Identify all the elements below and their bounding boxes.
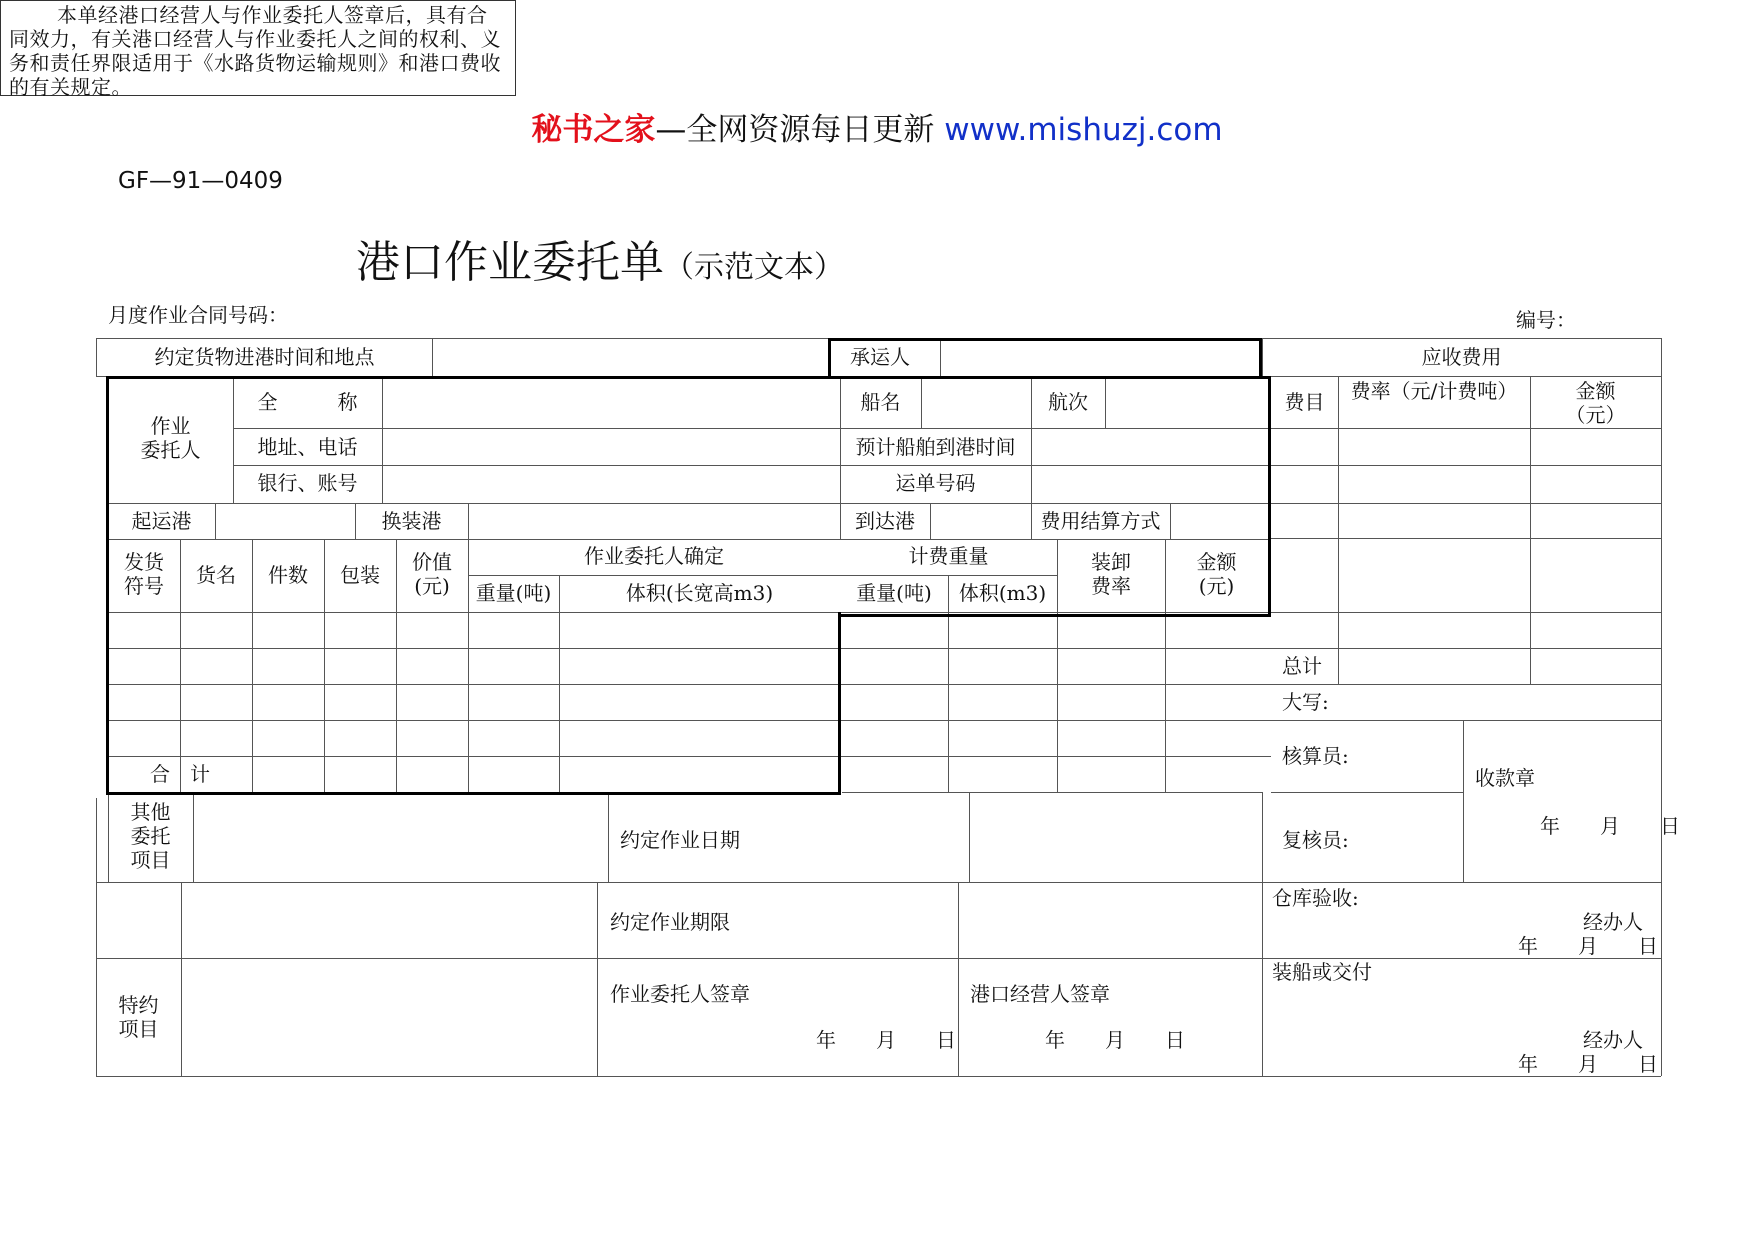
settlement-label: 费用结算方式 (1040, 509, 1161, 533)
monthly-contract-label: 月度作业合同号码： (108, 303, 288, 327)
ship-name-label: 船名 (860, 390, 901, 414)
fee-item-label: 费目 (1284, 390, 1325, 414)
address-phone-label: 地址、电话 (257, 435, 358, 459)
legal-notice: 本单经港口经营人与作业委托人签章后，具有合同效力，有关港口经营人与作业委托人之间的权利、义务和责任界限适用于《水路货物运输规则》和港口费收的有关规定。 (0, 0, 516, 96)
receivable-fees-label: 应收费用 (1421, 345, 1502, 369)
agreed-period-label: 约定作业期限 (610, 910, 730, 934)
agreed-time-place-label: 约定货物进港时间和地点 (154, 345, 375, 369)
voyage-label: 航次 (1048, 390, 1088, 414)
other-items-label: 其他 委托 项目 (130, 800, 171, 872)
title-sub: （示范文本） (664, 250, 844, 285)
capital-label: 大写: (1282, 690, 1329, 714)
charge-weight-label: 计费重量 (908, 544, 989, 568)
site-banner (0, 104, 1754, 149)
waybill-no-label: 运单号码 (895, 471, 976, 495)
warehouse-handler-label: 经办人 (1583, 910, 1643, 934)
subtotal-label: 合 计 (150, 762, 210, 786)
serial-label: 编号： (1516, 308, 1576, 332)
consignor-sign-date: 年 月 日 (816, 1028, 956, 1052)
consignor-label: 作业 委托人 (140, 414, 201, 462)
receipt-date: 年 月 日 (1540, 814, 1680, 838)
consignor-sign-label: 作业委托人签章 (610, 982, 750, 1006)
goods-name-label: 货名 (196, 563, 236, 587)
delivery-date: 年 月 日 (1518, 1052, 1658, 1076)
special-items-label: 特约 项目 (118, 993, 159, 1041)
receipt-seal-label: 收款章 (1475, 766, 1535, 790)
value-label: 价值 (元) (412, 550, 452, 598)
amount2-label: 金额 (元) (1196, 550, 1237, 598)
form-code: GF—91—0409 (118, 168, 283, 194)
title-main: 港口作业委托单 (356, 237, 664, 288)
weight-ton2-label: 重量(吨) (856, 581, 932, 605)
amount-label: 金额 （元） (1565, 379, 1626, 427)
consignor-confirm-label: 作业委托人确定 (584, 544, 724, 568)
banner-tagline: —全网资源每日更新 (655, 112, 935, 148)
transfer-port-label: 换装港 (381, 509, 442, 533)
fee-rate-label: 费率（元/计费吨） (1350, 379, 1518, 403)
volume2-label: 体积(m3) (958, 581, 1047, 605)
departure-port-label: 起运港 (131, 509, 192, 533)
agreed-date-label: 约定作业日期 (620, 828, 740, 852)
operator-sign-date: 年 月 日 (1045, 1028, 1185, 1052)
pieces-label: 件数 (268, 563, 308, 587)
arrival-port-label: 到达港 (855, 509, 915, 533)
operator-sign-label: 港口经营人签章 (970, 982, 1110, 1006)
handling-rate-label: 装卸 费率 (1091, 550, 1131, 598)
packing-label: 包装 (340, 563, 380, 587)
full-name-label: 全 称 (257, 390, 358, 414)
loading-delivery-label: 装船或交付 (1272, 960, 1372, 984)
reviewer-label: 复核员: (1282, 828, 1349, 852)
banner-brand: 秘书之家 (531, 112, 656, 148)
warehouse-check-label: 仓库验收: (1272, 886, 1359, 910)
carrier-label: 承运人 (850, 345, 910, 369)
eta-label: 预计船舶到港时间 (855, 435, 1016, 459)
weight-ton-label: 重量(吨) (475, 581, 552, 605)
page-title (356, 226, 844, 290)
volume-label: 体积(长宽高m3) (625, 581, 774, 605)
accountant-label: 核算员: (1282, 744, 1349, 768)
shipping-mark-label: 发货 符号 (124, 550, 164, 598)
delivery-handler-label: 经办人 (1583, 1028, 1643, 1052)
bank-account-label: 银行、账号 (257, 471, 358, 495)
banner-url[interactable]: www.mishuzj.com (944, 112, 1223, 148)
total-label: 总计 (1282, 654, 1322, 678)
warehouse-date: 年 月 日 (1518, 934, 1658, 958)
